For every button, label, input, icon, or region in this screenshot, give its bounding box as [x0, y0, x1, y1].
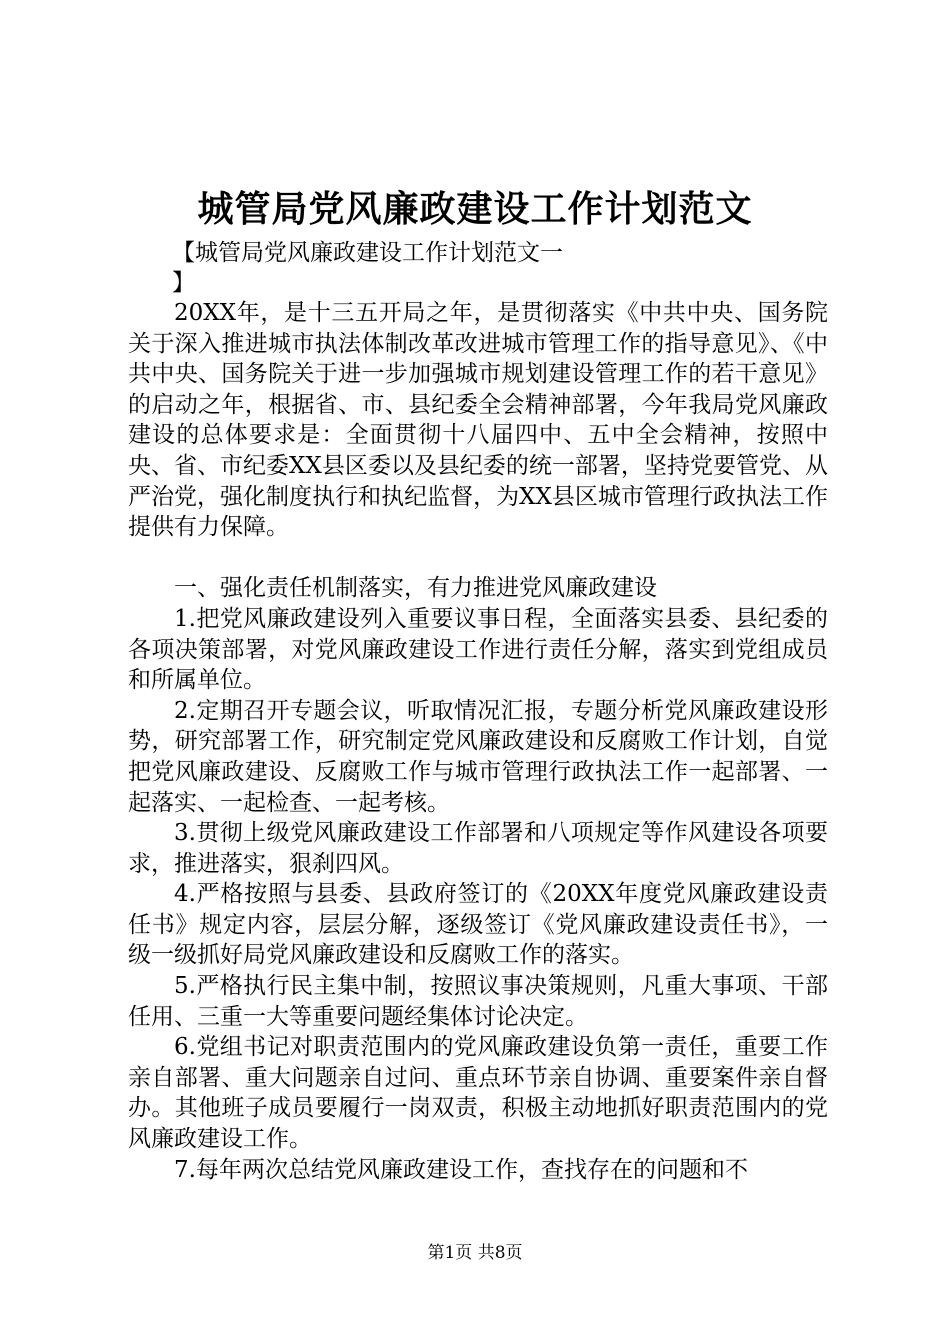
document-title: 城管局党风廉政建设工作计划范文 [197, 188, 753, 230]
page-footer: 第1页 共8页 [427, 1243, 523, 1263]
subtitle-line: 【城管局党风廉政建设工作计划范文一 [172, 240, 563, 266]
list-item: 5.严格执行民主集中制，按照议事决策规则，凡重大事项、干部任用、三重一大等重要问题经集体讨论决定。 [128, 973, 828, 1030]
paragraph-spacer [128, 543, 828, 574]
document-body [128, 298, 828, 1185]
list-item: 6.党组书记对职责范围内的党风廉政建设负第一责任，重要工作亲自部署、重大问题亲自过问、重点环节亲自协调、重要案件亲自督办。其他班子成员要履行一岗双责，积极主动地抓好职责范围内的党风廉政建设工作。 [128, 1034, 828, 1153]
section-heading: 一、强化责任机制落实，有力推进党风廉政建设 [174, 575, 657, 602]
intro-paragraph: 20XX年，是十三五开局之年，是贯彻落实《中共中央、国务院关于深入推进城市执法体制改革改进城市管理工作的指导意见》、《中共中央、国务院关于进一步加强城市规划建设管理工作的若干意见》的启动之年，根据省、市、县纪委全会精神部署，今年我局党风廉政建设的总体要求是：全面贯彻十八届四中、五中全会精神，按照中央、省、市纪委XX县区委以及县纪委的统一部署，坚持党要管党、从严治党，强化制度执行和执纪监督，为XX县区城市管理行政执法工作提供有力保障。 [128, 300, 828, 541]
document-subtitle [172, 238, 792, 298]
list-item: 7.每年两次总结党风廉政建设工作，查找存在的问题和不 [174, 1156, 748, 1183]
list-item: 3.贯彻上级党风廉政建设工作部署和八项规定等作风建设各项要求，推进落实，狠刹四风。 [128, 820, 828, 877]
list-item: 1.把党风廉政建设列入重要议事日程，全面落实县委、县纪委的各项决策部署，对党风廉政建设工作进行责任分解，落实到党组成员和所属单位。 [128, 605, 828, 694]
subtitle-line: 】 [172, 270, 195, 296]
list-item: 4.严格按照与县委、县政府签订的《20XX年度党风廉政建设责任书》规定内容，层层分解，逐级签订《党风廉政建设责任书》，一级一级抓好局党风廉政建设和反腐败工作的落实。 [128, 881, 828, 969]
list-item: 2.定期召开专题会议，听取情况汇报，专题分析党风廉政建设形势，研究部署工作，研究制定党风廉政建设和反腐败工作计划，自觉把党风廉政建设、反腐败工作与城市管理行政执法工作一起部署、一起落实、一起检查、一起考核。 [128, 697, 828, 816]
